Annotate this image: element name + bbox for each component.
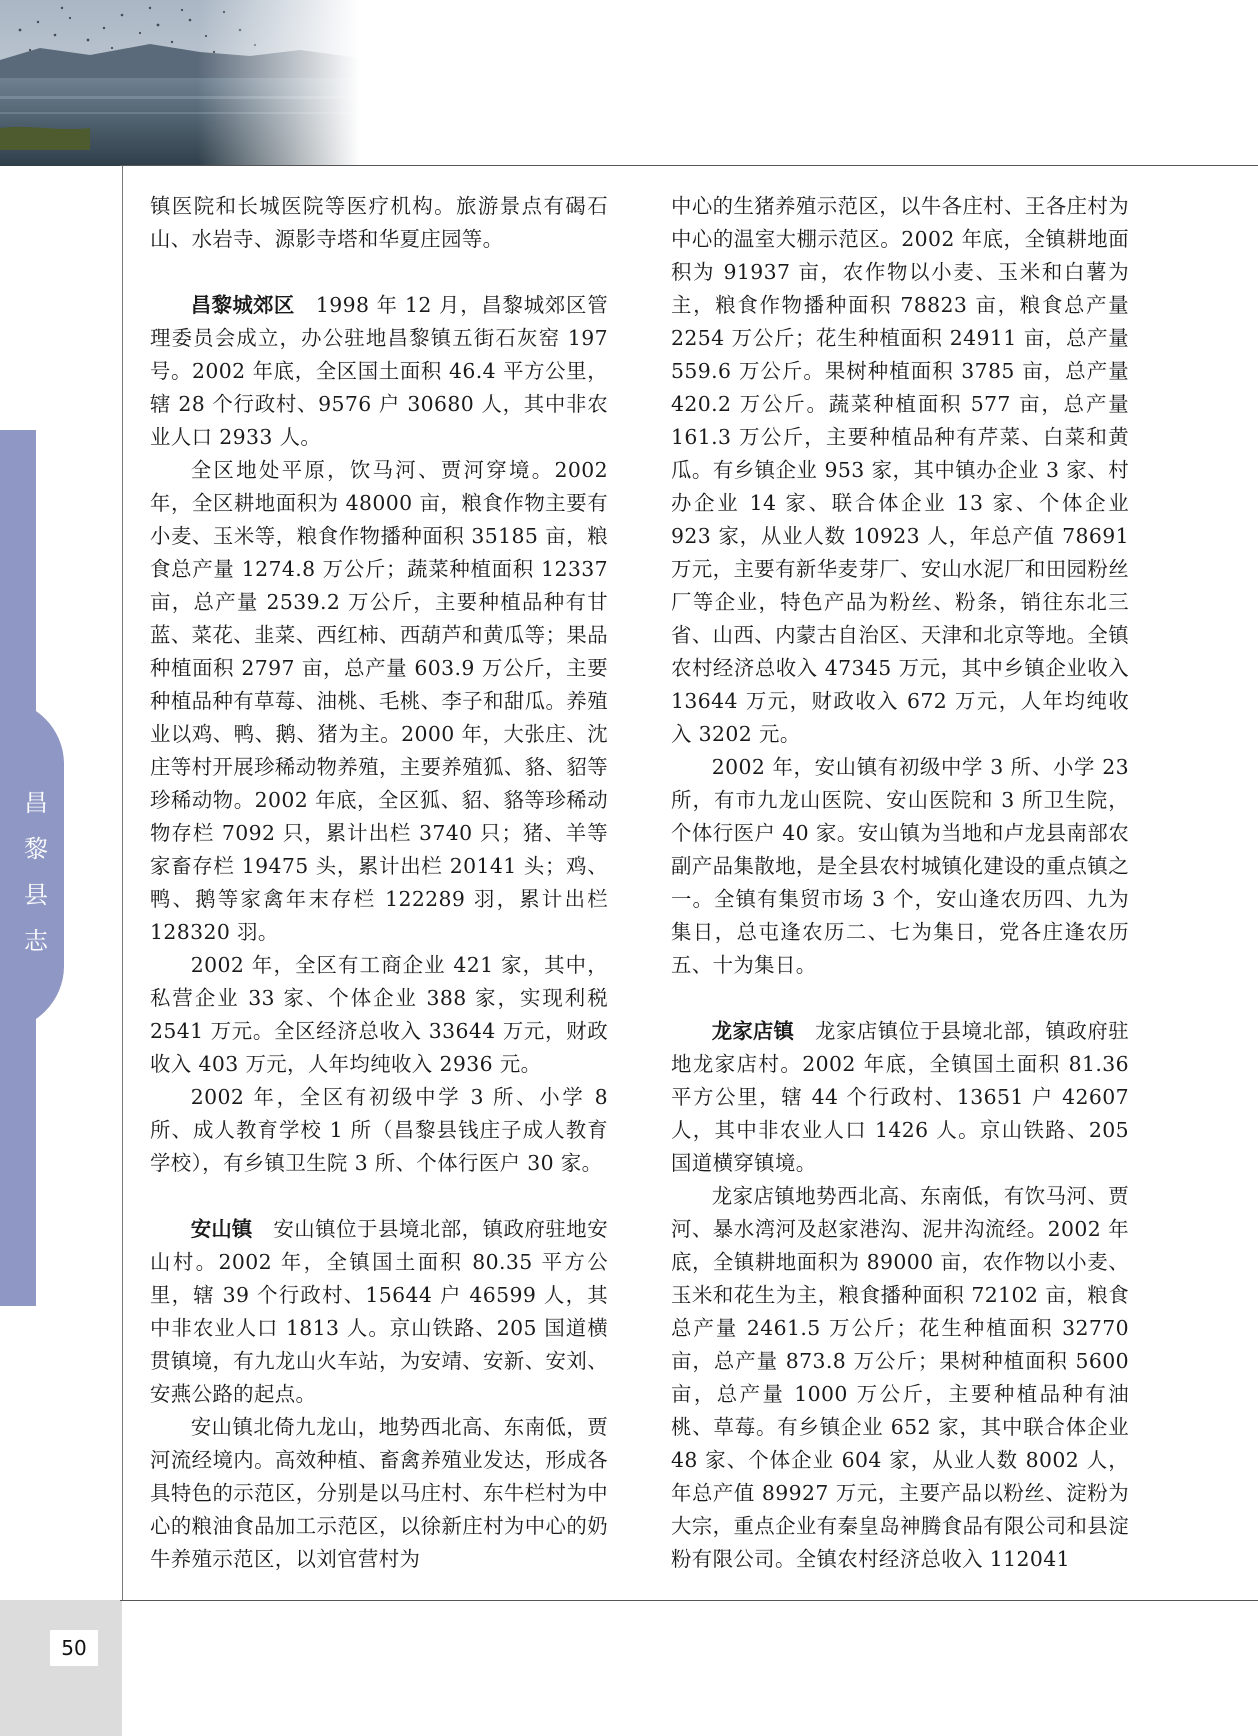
side-title-char: 黎: [24, 835, 48, 863]
section-heading: 龙家店镇: [711, 1019, 794, 1043]
header-band: [0, 0, 1258, 166]
header-photo: [0, 0, 360, 166]
paragraph: 龙家店镇地势西北高、东南低，有饮马河、贾河、暴水湾河及赵家港沟、泥井沟流经。2002 年底，全镇耕地面积为 89000 亩，农作物以小麦、玉米和花生为主，粮食播种面积 72102 亩，粮食总产量 2461.5 万公斤；花生种植面积 32770 亩，总产量 873.8 万公斤；果树种植面积 5600 亩，总产量 1000 万公斤，主要种植品种有油桃、草莓。有乡镇企业 652 家，其中联合体企业 48 家、个体企业 604 家，从业人数 8002 人，年总产值 89927 万元，主要产品以粉丝、淀粉为大宗，重点企业有秦皇岛神腾食品有限公司和县淀粉有限公司。全镇农村经济总收入 112041: [671, 1184, 1129, 1571]
side-title-char: 昌: [24, 789, 48, 817]
side-book-title: [22, 780, 50, 964]
section-heading: 昌黎城郊区: [190, 293, 295, 317]
footer-margin: [0, 1600, 122, 1736]
paragraph-text: 龙家店镇位于县境北部，镇政府驻地龙家店村。2002 年底，全镇国土面积 81.36 平方公里，辖 44 个行政村、13651 户 42607 人，其中非农业人口 1426 人。京山铁路、205 国道横穿镇境。: [671, 1019, 1130, 1175]
paragraph: 安山镇北倚九龙山，地势西北高、东南低，贾河流经境内。高效种植、畜禽养殖业发达，形成各具特色的示范区，分别是以马庄村、东牛栏村为中心的粮油食品加工示范区，以徐新庄村为中心的奶牛养殖示范区，以刘官营村为: [150, 1415, 608, 1571]
page-number: 50: [50, 1630, 98, 1666]
paragraph: 2002 年，全区有初级中学 3 所、小学 8 所、成人教育学校 1 所（昌黎县钱庄子成人教育学校），有乡镇卫生院 3 所、个体行医户 30 家。: [150, 1085, 608, 1175]
header-rule: [120, 165, 1258, 166]
paragraph: 中心的生猪养殖示范区，以牛各庄村、王各庄村为中心的温室大棚示范区。2002 年底，全镇耕地面积为 91937 亩，农作物以小麦、玉米和白薯为主，粮食作物播种面积 78823 亩，粮食总产量 2254 万公斤；花生种植面积 24911 亩，总产量 559.6 万公斤。果树种植面积 3785 亩，总产量 420.2 万公斤。蔬菜种植面积 577 亩，总产量 161.3 万公斤，主要种植品种有芹菜、白菜和黄瓜。有乡镇企业 953 家，其中镇办企业 3 家、村办企业 14 家、联合体企业 13 家、个体企业 923 家，从业人数 10923 人，年总产值 78691 万元，主要有新华麦芽厂、安山水泥厂和田园粉丝厂等企业，特色产品为粉丝、粉条，销往东北三省、山西、内蒙古自治区、天津和北京等地。全镇农村经济总收入 47345 万元，其中乡镇企业收入 13644 万元，财政收入 672 万元，人年均纯收入 3202 元。: [671, 194, 1129, 746]
section-paragraph: [150, 289, 608, 454]
right-text-column: [671, 190, 1129, 1576]
paragraph: 镇医院和长城医院等医疗机构。旅游景点有碣石山、水岩寺、源影寺塔和华夏庄园等。: [150, 194, 608, 251]
section-paragraph: [150, 1213, 608, 1411]
paragraph: 2002 年，安山镇有初级中学 3 所、小学 23 所，有市九龙山医院、安山医院和 3 所卫生院，个体行医户 40 家。安山镇为当地和卢龙县南部农副产品集散地，是全县农村城镇化建设的重点镇之一。全镇有集贸市场 3 个，安山逢农历四、九为集日，总屯逢农历二、七为集日，党各庄逢农历五、十为集日。: [671, 755, 1129, 977]
lake-birds-image: [0, 0, 360, 166]
side-title-char: 县: [24, 881, 48, 909]
paragraph-text: 1998 年 12 月，昌黎城郊区管理委员会成立，办公驻地昌黎镇五街石灰窑 197 号。2002 年底，全区国土面积 46.4 平方公里，辖 28 个行政村、9576 户 30680 人，其中非农业人口 2933 人。: [150, 293, 609, 449]
side-title-char: 志: [24, 927, 48, 955]
paragraph: 2002 年，全区有工商企业 421 家，其中，私营企业 33 家、个体企业 388 家，实现利税 2541 万元。全区经济总收入 33644 万元，财政收入 403 万元，人年均纯收入 2936 元。: [150, 953, 608, 1076]
paragraph-text: 安山镇位于县境北部，镇政府驻地安山村。2002 年，全镇国土面积 80.35 平方公里，辖 39 个行政村、15644 户 46599 人，其中非农业人口 1813 人。京山铁路、205 国道横贯镇境，有九龙山火车站，为安靖、安新、安刘、安燕公路的起点。: [150, 1217, 609, 1406]
paragraph: 全区地处平原，饮马河、贾河穿境。2002 年，全区耕地面积为 48000 亩，粮食作物主要有小麦、玉米等，粮食作物播种面积 35185 亩，粮食总产量 1274.8 万公斤；蔬菜种植面积 12337 亩，总产量 2539.2 万公斤，主要种植品种有甘蓝、菜花、韭菜、西红柿、西葫芦和黄瓜等；果品种植面积 2797 亩，总产量 603.9 万公斤，主要种植品种有草莓、油桃、毛桃、李子和甜瓜。养殖业以鸡、鸭、鹅、猪为主。2000 年，大张庄、沈庄等村开展珍稀动物养殖，主要养殖狐、貉、貂等珍稀动物。2002 年底，全区狐、貂、貉等珍稀动物存栏 7092 只，累计出栏 3740 只；猪、羊等家畜存栏 19475 头，累计出栏 20141 头；鸡、鸭、鹅等家禽年末存栏 122289 羽，累计出栏 128320 羽。: [150, 458, 608, 944]
left-text-column: [150, 190, 608, 1576]
footer-rule: [120, 1600, 1258, 1601]
section-heading: 安山镇: [190, 1217, 253, 1241]
section-paragraph: [671, 1015, 1129, 1180]
